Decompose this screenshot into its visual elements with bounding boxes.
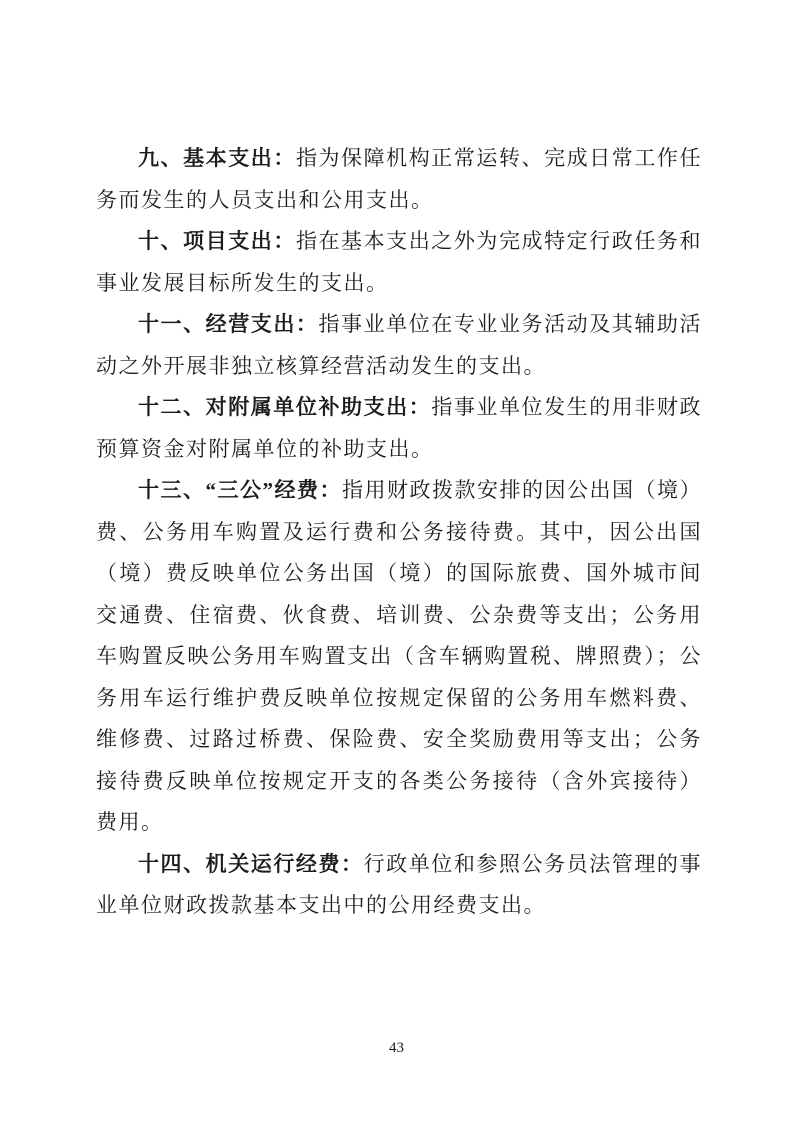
term-heading: 九、基本支出：	[138, 146, 296, 170]
page-number: 43	[389, 1040, 404, 1056]
term-heading: 十、项目支出：	[138, 229, 296, 253]
paragraph-subsidy-expenditure	[96, 387, 702, 470]
paragraph-three-public-funds	[96, 470, 702, 844]
paragraph-project-expenditure	[96, 221, 702, 304]
term-heading: 十三、“三公”经费：	[138, 478, 342, 502]
term-heading: 十四、机关运行经费：	[138, 851, 364, 876]
definition-text: 指事业单位发生的用非财政预算资金对附属单位的补助支出。	[96, 395, 702, 461]
definition-text: 指事业单位在专业业务活动及其辅助活动之外开展非独立核算经营活动发生的支出。	[96, 312, 702, 378]
paragraph-basic-expenditure	[96, 138, 702, 221]
definition-text: 指为保障机构正常运转、完成日常工作任务而发生的人员支出和公用支出。	[96, 146, 702, 212]
definition-text: 指用财政拨款安排的因公出国（境）费、公务用车购置及运行费和公务接待费。其中，因公出国（境）费反映单位公务出国（境）的国际旅费、国外城市间交通费、住宿费、伙食费、培训费、公杂费等支出；公务用车购置反映公务用车购置支出（含车辆购置税、牌照费）；公务用车运行维护费反映单位按规定保留的公务用车燃料费、维修费、过路过桥费、保险费、安全奖励费用等支出；公务接待费反映单位按规定开支的各类公务接待（含外宾接待）费用。	[96, 478, 702, 834]
paragraph-agency-operating-funds	[96, 844, 702, 927]
definition-text: 行政单位和参照公务员法管理的事业单位财政拨款基本支出中的公用经费支出。	[96, 851, 702, 917]
term-heading: 十一、经营支出：	[138, 312, 319, 336]
definition-text: 指在基本支出之外为完成特定行政任务和事业发展目标所发生的支出。	[96, 229, 702, 295]
paragraph-operating-expenditure	[96, 304, 702, 387]
term-heading: 十二、对附属单位补助支出：	[138, 395, 432, 419]
document-body	[96, 138, 702, 927]
